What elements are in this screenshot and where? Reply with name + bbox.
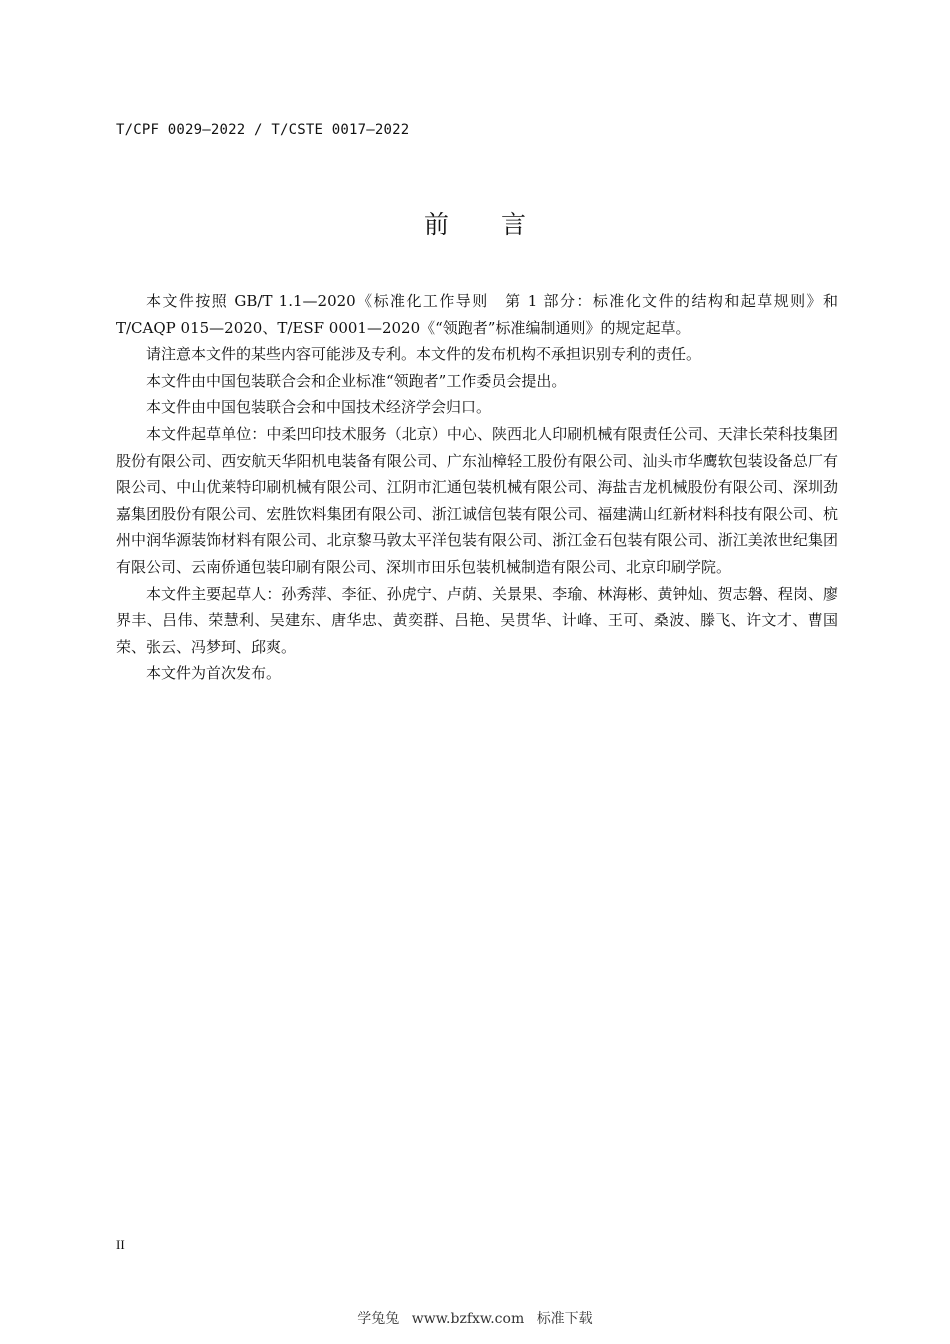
paragraph-drafting-rules: 本文件按照 GB/T 1.1—2020《标准化工作导则 第 1 部分：标准化文件的结构和起草规则》和 T/CAQP 015—2020、T/ESF 0001—2020《“领跑者”标准编制通则》的规定起草。 (116, 292, 838, 337)
foreword-body (116, 288, 838, 687)
footer-watermark (0, 1308, 950, 1328)
paragraph-first-release: 本文件为首次发布。 (146, 664, 282, 683)
watermark-site-tagline: 标准下载 (536, 1311, 593, 1327)
standard-code-header: T/CPF 0029—2022 / T/CSTE 0017—2022 (116, 122, 410, 138)
page-number: II (116, 1237, 125, 1252)
page-title: 前言 (423, 210, 578, 239)
paragraph-drafters: 本文件主要起草人：孙秀萍、李征、孙虎宁、卢荫、关景果、李瑜、林海彬、黄钟灿、贺志磐、程岗、廖界丰、吕伟、荣慧利、吴建东、唐华忠、黄奕群、吕艳、吴贯华、计峰、王可、桑波、滕飞、许文才、曹国荣、张云、冯梦珂、邱爽。 (116, 584, 838, 656)
paragraph-administrator: 本文件由中国包装联合会和中国技术经济学会归口。 (146, 398, 492, 417)
paragraph-proposer: 本文件由中国包装联合会和企业标准“领跑者”工作委员会提出。 (146, 371, 567, 390)
paragraph-drafting-units: 本文件起草单位：中柔凹印技术服务（北京）中心、陕西北人印刷机械有限责任公司、天津长荣科技集团股份有限公司、西安航天华阳机电装备有限公司、广东汕樟轻工股份有限公司、汕头市华鹰软包装设备总厂有限公司、中山优莱特印刷机械有限公司、江阴市汇通包装机械有限公司、海盐吉龙机械股份有限公司、深圳劲嘉集团股份有限公司、宏胜饮料集团有限公司、浙江诚信包装有限公司、福建满山红新材料科技有限公司、杭州中润华源装饰材料有限公司、北京黎马敦太平洋包装有限公司、浙江金石包装有限公司、浙江美浓世纪集团有限公司、云南侨通包装印刷有限公司、深圳市田乐包装机械制造有限公司、北京印刷学院。 (116, 424, 838, 576)
watermark-site-url[interactable]: www.bzfxw.com (411, 1311, 525, 1327)
watermark-site-name: 学兔兔 (357, 1311, 400, 1327)
paragraph-patent-notice: 请注意本文件的某些内容可能涉及专利。本文件的发布机构不承担识别专利的责任。 (146, 345, 702, 364)
